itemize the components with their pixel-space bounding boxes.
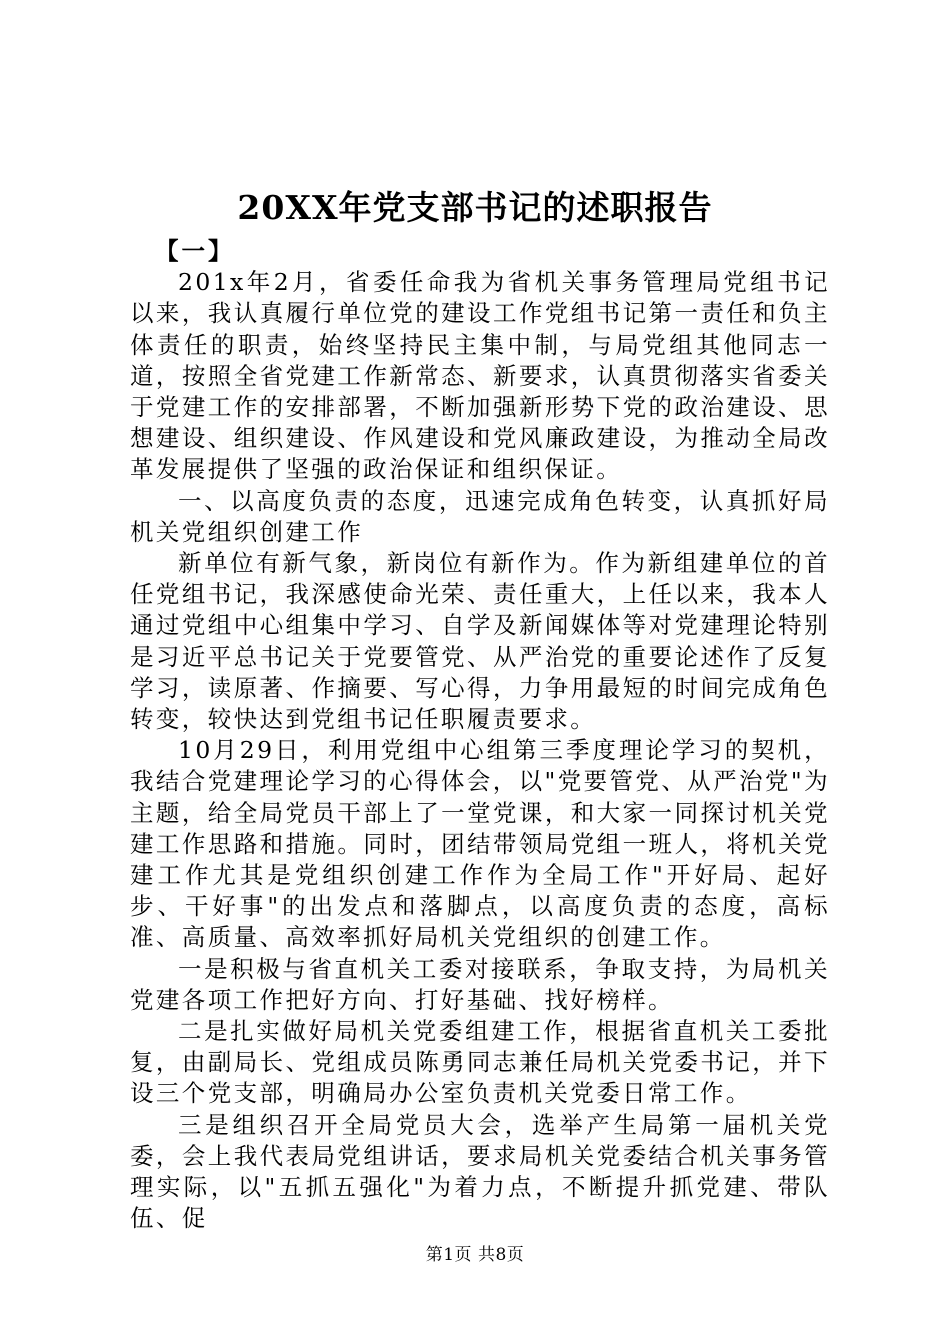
paragraph-heading-one: 一、以高度负责的态度，迅速完成角色转变，认真抓好局机关党组织创建工作 <box>130 486 830 546</box>
paragraph-point-three: 三是组织召开全局党员大会，选举产生局第一届机关党委，会上我代表局党组讲话，要求局机关党委结合机关事务管理实际，以"五抓五强化"为着力点，不断提升抓党建、带队伍、促 <box>130 1110 830 1233</box>
paragraph-party-lesson: 10月29日，利用党组中心组第三季度理论学习的契机，我结合党建理论学习的心得体会，以"党要管党、从严治党"为主题，给全局党员干部上了一堂党课，和大家一同探讨机关党建工作思路和措施。同时，团结带领局党组一班人，将机关党建工作尤其是党组织创建工作作为全局工作"开好局、起好步、干好事"的出发点和落脚点，以高度负责的态度，高标准、高质量、高效率抓好局机关党组织的创建工作。 <box>130 736 830 952</box>
paragraph-point-two: 二是扎实做好局机关党委组建工作，根据省直机关工委批复，由副局长、党组成员陈勇同志兼任局机关党委书记，并下设三个党支部，明确局办公室负责机关党委日常工作。 <box>130 1017 830 1108</box>
document-title: 20XX年党支部书记的述职报告 <box>237 188 713 227</box>
paragraph-intro: 201x年2月，省委任命我为省机关事务管理局党组书记以来，我认真履行单位党的建设工作党组书记第一责任和负主体责任的职责，始终坚持民主集中制，与局党组其他同志一道，按照全省党建工作新常态、新要求，认真贯彻落实省委关于党建工作的安排部署，不断加强新形势下党的政治建设、思想建设、组织建设、作风建设和党风廉政建设，为推动全局改革发展提供了坚强的政治保证和组织保证。 <box>130 268 830 484</box>
paragraph-point-one: 一是积极与省直机关工委对接联系，争取支持，为局机关党建各项工作把好方向、打好基础、找好榜样。 <box>130 954 830 1014</box>
page-footer: 第1页 共8页 <box>425 1245 525 1265</box>
section-label: 【一】 <box>155 237 235 265</box>
paragraph-new-role: 新单位有新气象，新岗位有新作为。作为新组建单位的首任党组书记，我深感使命光荣、责任重大，上任以来，我本人通过党组中心组集中学习、自学及新闻媒体等对党建理论特别是习近平总书记关于党要管党、从严治党的重要论述作了反复学习，读原著、作摘要、写心得，力争用最短的时间完成角色转变，较快达到党组书记任职履责要求。 <box>130 549 830 734</box>
document-body <box>130 236 830 1235</box>
